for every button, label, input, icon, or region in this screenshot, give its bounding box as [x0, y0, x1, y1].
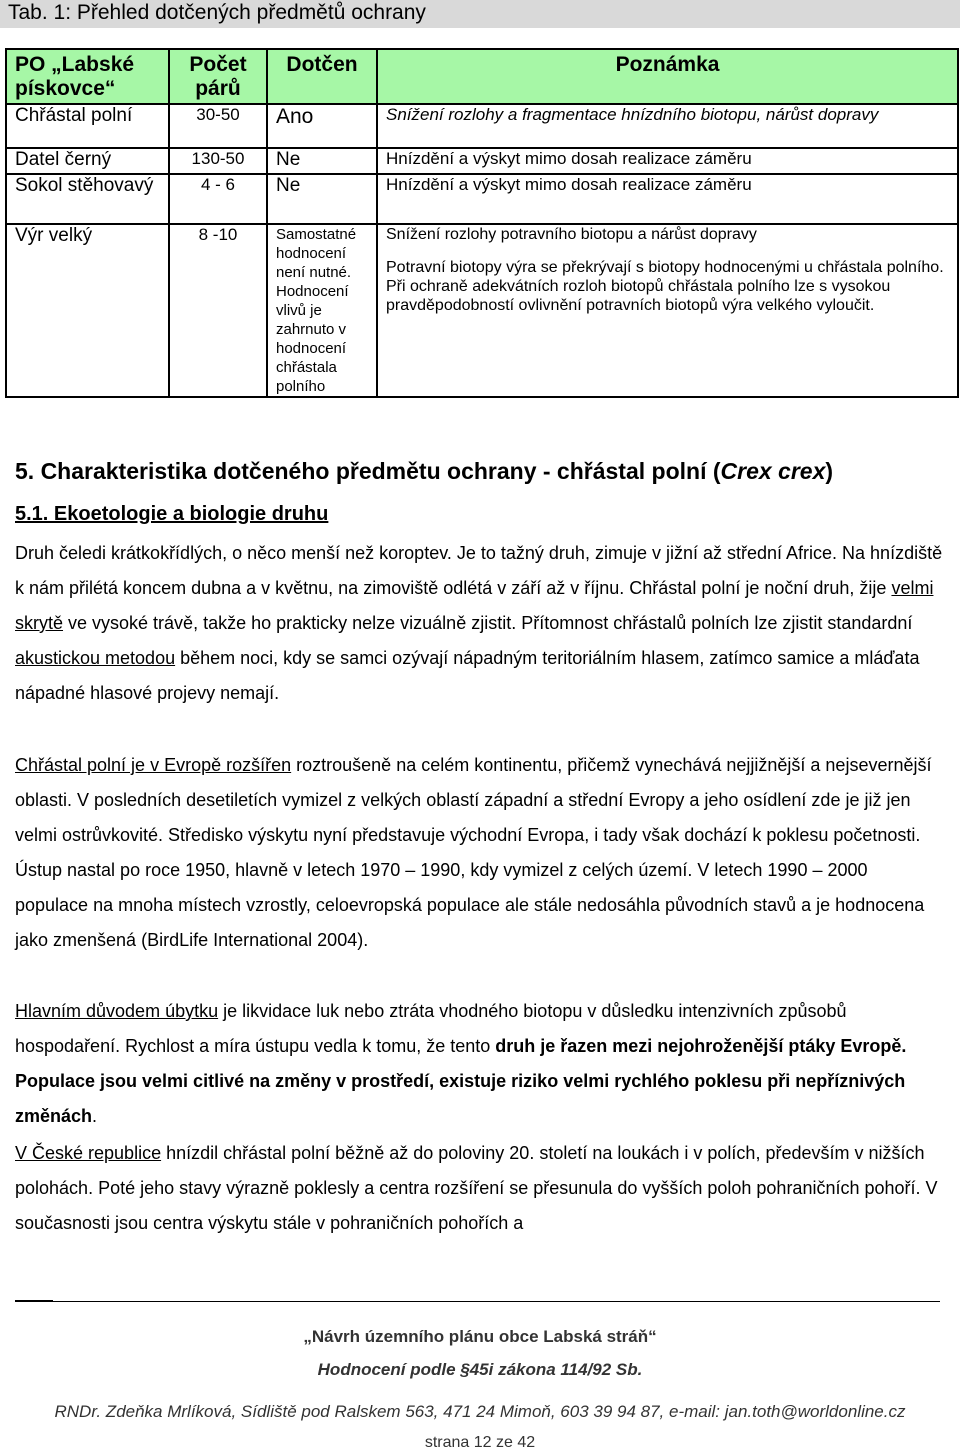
note-cell	[377, 224, 958, 397]
pairs-cell: 4 - 6	[169, 174, 267, 224]
table-row	[6, 148, 958, 174]
note-cell: Hnízdění a výskyt mimo dosah realizace záměru	[377, 148, 958, 174]
footer-assessment: Hodnocení podle §45i zákona 114/92 Sb.	[317, 1360, 643, 1379]
paragraph-decline: Hlavním důvodem úbytku je likvidace luk nebo ztráta vhodného biotopu v důsledku intenzivních způsobů hospodaření. Rychlost a míra ústupu vedla k tomu, že tento druh je řazen mezi nejohroženější ptáky Evropě. Populace jsou velmi citlivé na změny v prostředí, existuje riziko velmi rychlého poklesu při nepříznivých změnách.	[15, 1001, 907, 1126]
species-cell: Sokol stěhovavý	[6, 174, 169, 224]
pairs-cell: 30-50	[169, 104, 267, 148]
note-line-1: Snížení rozlohy potravního biotopu a nárůst dopravy	[386, 226, 757, 243]
footer-author-contact: RNDr. Zdeňka Mrlíková, Sídliště pod Ralskem 563, 471 24 Mimoň, 603 39 94 87, e-mail: jan.toth@worldonline.cz	[54, 1402, 906, 1421]
table-caption: Tab. 1: Přehled dotčených předmětů ochrany	[8, 1, 426, 24]
paragraph-distribution: Chřástal polní je v Evropě rozšířen roztroušeně na celém kontinentu, přičemž vynechává nejjižnější a nejsevernější oblasti. V posledních desetiletích vymizel z velkých oblastí západní a střední Evropy a jeho osídlení zde je již jen velmi ostrůvkovité. Středisko výskytu nyní představuje východní Evropa, i tady však dochází k poklesu početnosti. Ústup nastal po roce 1950, hlavně v letech 1970 – 1990, kdy vymizel z celých území. V letech 1990 – 2000 populace na mnoha místech vzrostly, celoevropská populace ale stále nedosáhla původních stavů a je hodnocena jako zmenšená (BirdLife International 2004).	[15, 755, 932, 950]
table-row	[6, 174, 958, 224]
footer-project-title: „Návrh územního plánu obce Labská stráň“	[303, 1327, 657, 1346]
header-pairs: Počet párů	[169, 49, 267, 104]
paragraph-czech: V České republice hnízdil chřástal polní běžně až do poloviny 20. století na loukách i v polích, především v nižších polohách. Poté jeho stavy výrazně poklesly a centra rozšíření se přesunula do vyšších poloh pohraničních pohoří. V současnosti jsou centra výskytu stále v pohraničních pohořích a	[15, 1143, 938, 1233]
footer-rule	[15, 1301, 940, 1302]
header-species: PO „Labské pískovce“	[6, 49, 169, 104]
latin-name: Crex crex	[720, 458, 826, 484]
footer-rule-mark	[15, 1300, 53, 1302]
affected-cell: Samostatné hodnocení není nutné. Hodnocení vlivů je zahrnuto v hodnocení chřástala polního	[267, 224, 377, 397]
pairs-cell: 8 -10	[169, 224, 267, 397]
paragraph-ecology: Druh čeledi krátkokřídlých, o něco menší než koroptev. Je to tažný druh, zimuje v jižní až střední Africe. Na hnízdiště k nám přilétá koncem dubna a v květnu, na zimoviště odlétá v září až v říjnu. Chřástal polní je noční druh, žije velmi skrytě ve vysoké trávě, takže ho prakticky nelze vizuálně zjistit. Přítomnost chřástalů polních lze zjistit standardní akustickou metodou během noci, kdy se samci ozývají nápadným teritoriálním hlasem, zatímco samice a mláďata nápadné hlasové projevy nemají.	[15, 543, 943, 703]
species-cell: Datel černý	[6, 148, 169, 174]
page-number: strana 12 ze 42	[424, 1434, 536, 1451]
species-cell: Výr velký	[6, 224, 169, 397]
affected-cell: Ne	[267, 174, 377, 224]
affected-cell: Ano	[267, 104, 377, 148]
note-cell: Snížení rozlohy a fragmentace hnízdního biotopu, nárůst dopravy	[377, 104, 958, 148]
table-row	[6, 104, 958, 148]
header-note: Poznámka	[377, 49, 958, 104]
table-caption-bar	[0, 0, 960, 28]
header-affected: Dotčen	[267, 49, 377, 104]
affected-cell: Ne	[267, 148, 377, 174]
note-cell: Hnízdění a výskyt mimo dosah realizace záměru	[377, 174, 958, 224]
table-header-row	[6, 49, 958, 104]
species-cell: Chřástal polní	[6, 104, 169, 148]
subsection-heading: 5.1. Ekoetologie a biologie druhu	[15, 503, 329, 525]
section-heading: 5. Charakteristika dotčeného předmětu ochrany - chřástal polní (Crex crex)	[15, 458, 834, 484]
pairs-cell: 130-50	[169, 148, 267, 174]
table-row	[6, 224, 958, 397]
protection-subjects-table	[5, 48, 959, 398]
note-line-2: Potravní biotopy výra se překrývají s biotopy hodnocenými u chřástala polního. Při ochraně adekvátních rozloh biotopů chřástala polního lze s vysokou pravděpodobností ovlivnění potravních biotopů výra velkého vyloučit.	[386, 259, 944, 314]
